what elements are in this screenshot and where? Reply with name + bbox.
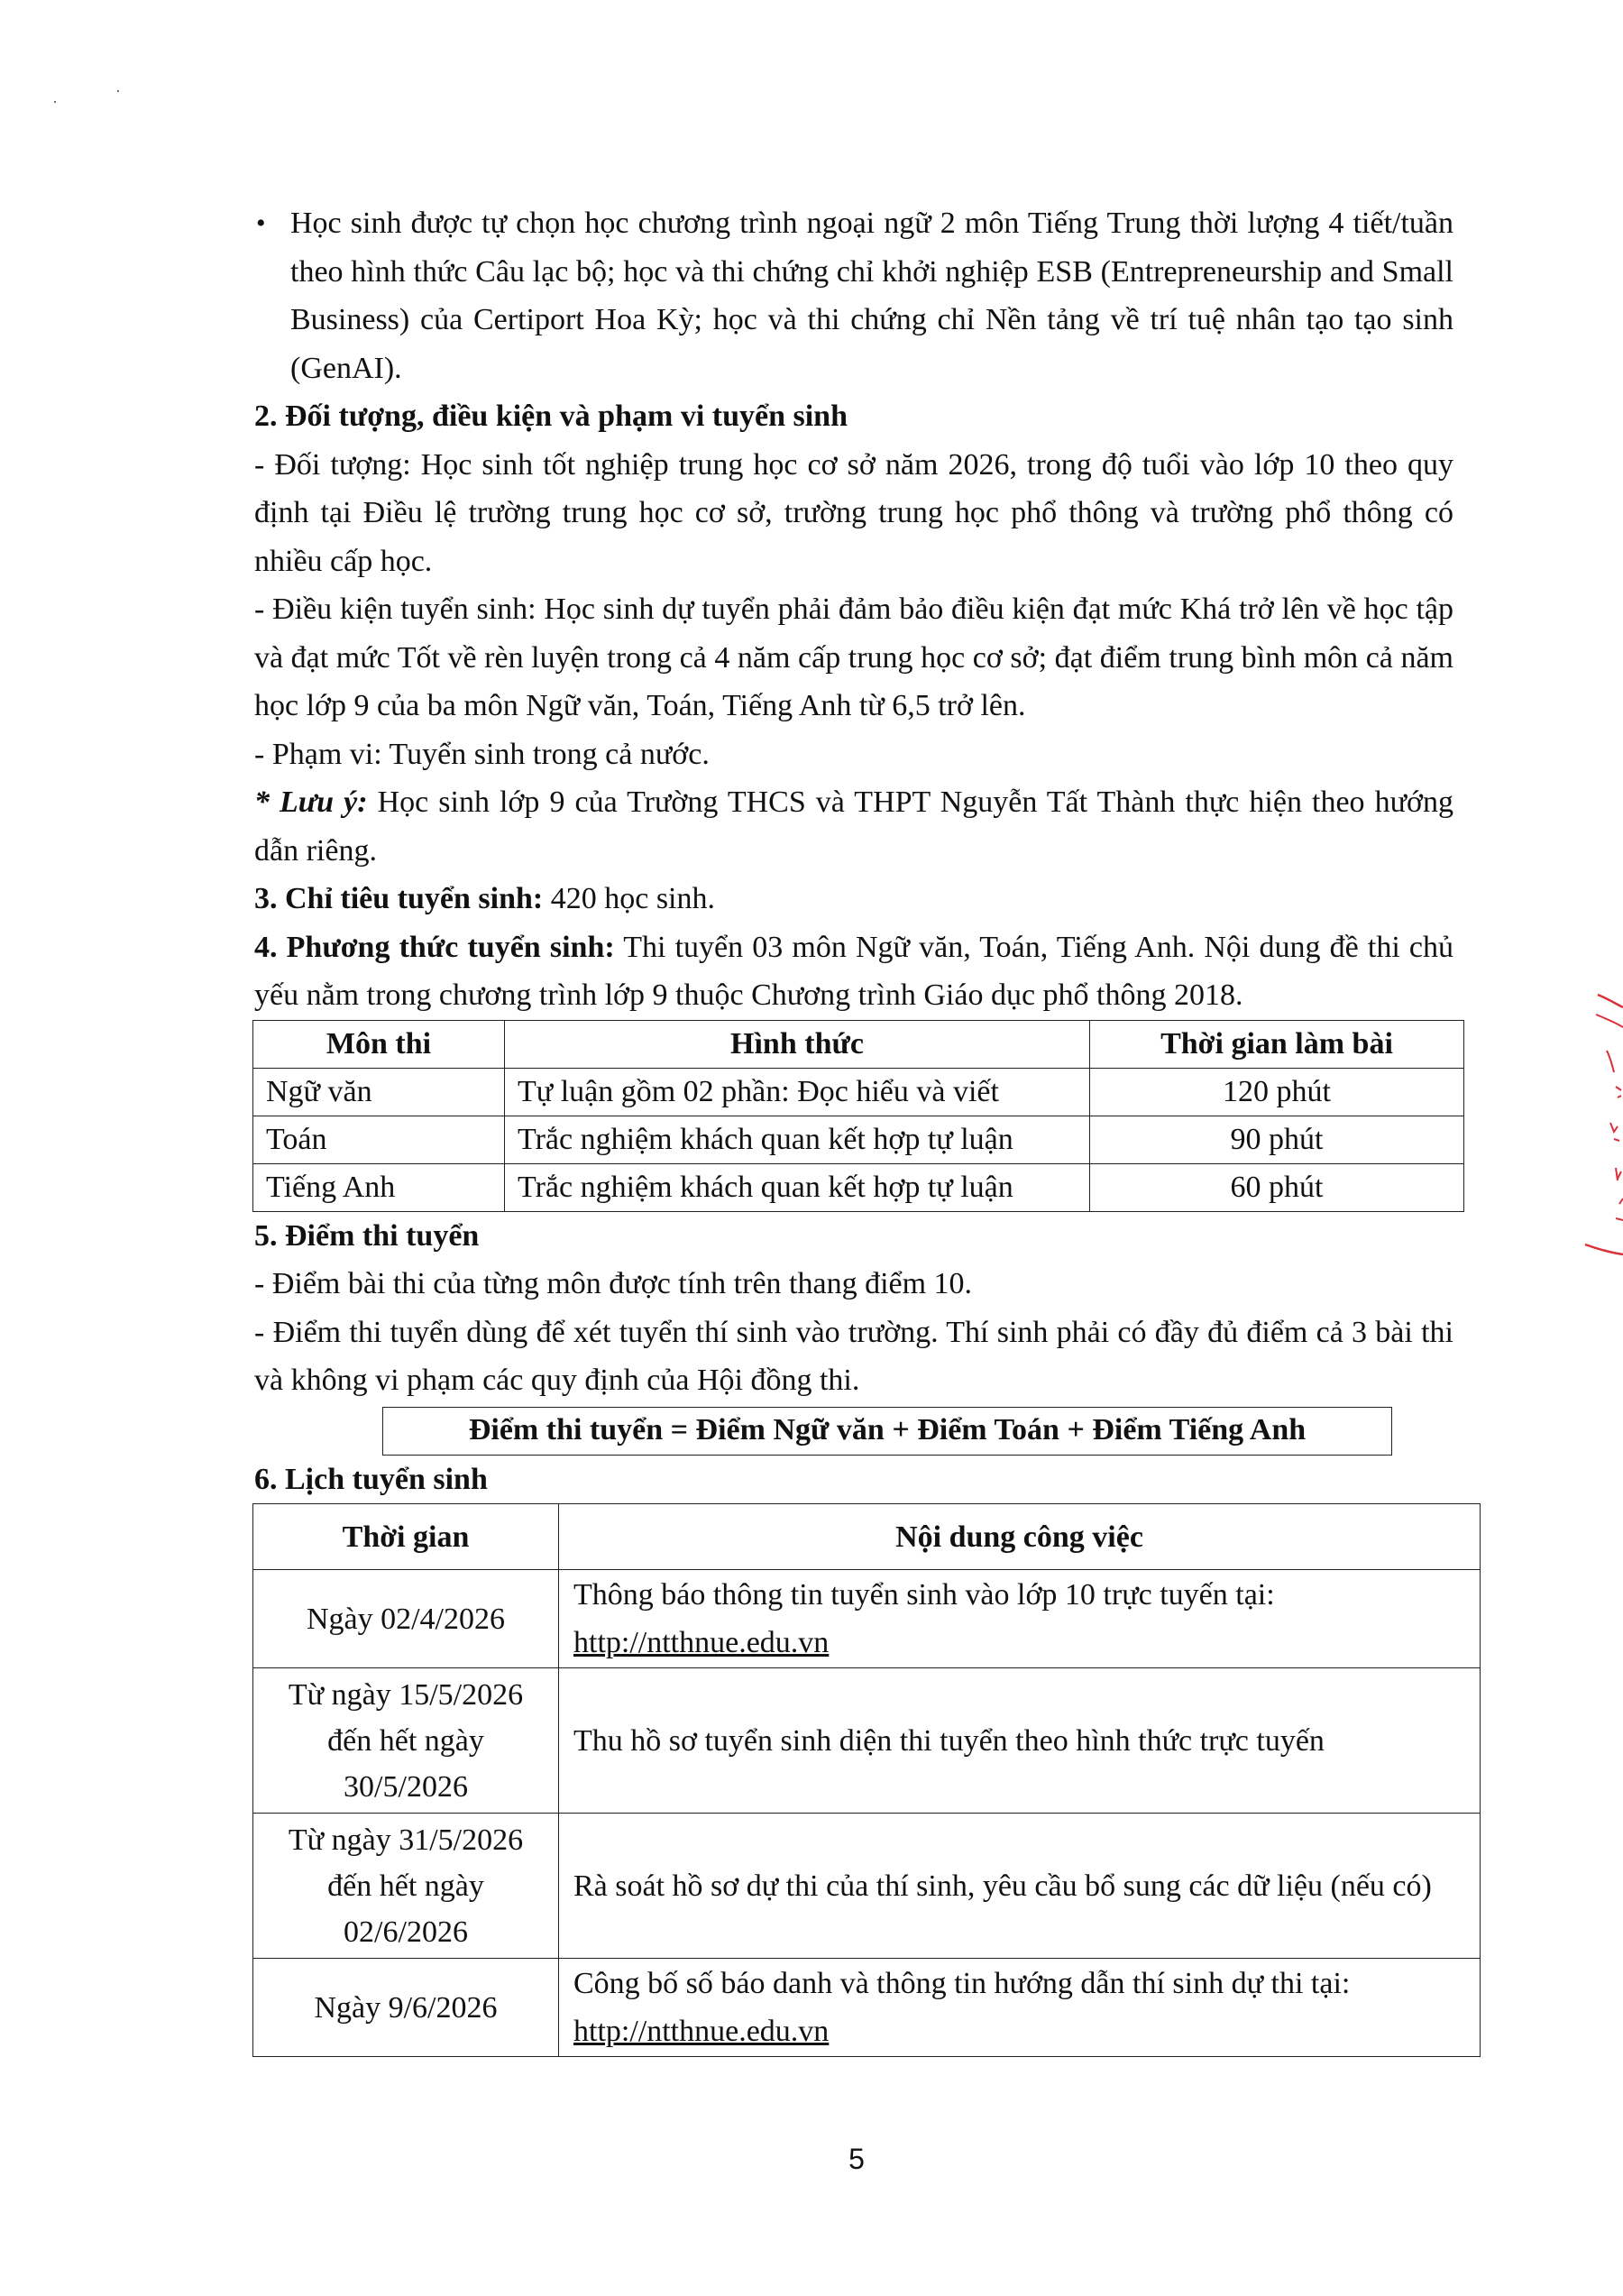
duration-cell: 90 phút	[1090, 1116, 1464, 1163]
schedule-task-cell: Thu hồ sơ tuyển sinh diện thi tuyển theo hình thức trực tuyến	[559, 1668, 1481, 1814]
bullet-icon: •	[256, 208, 266, 238]
website-link[interactable]: http://ntthnue.edu.vn	[573, 2015, 830, 2048]
duration-cell: 60 phút	[1090, 1163, 1464, 1211]
table-header-cell: Thời gian làm bài	[1090, 1020, 1464, 1068]
table-header-cell: Hình thức	[505, 1020, 1090, 1068]
table-header-cell: Môn thi	[253, 1020, 505, 1068]
format-cell: Tự luận gồm 02 phần: Đọc hiểu và viết	[505, 1068, 1090, 1116]
table-row	[253, 1814, 1481, 1959]
table-row	[253, 1668, 1481, 1814]
schedule-time-cell	[253, 1668, 559, 1814]
section-2-note	[254, 778, 1453, 875]
schedule-task-text: Công bố số báo danh và thông tin hướng dẫn thí sinh dự thi tại:	[573, 1967, 1351, 2000]
scan-speck: ·	[52, 92, 58, 110]
note-label: * Lưu ý:	[254, 785, 368, 819]
time-line: đến hết ngày	[327, 1869, 484, 1903]
table-row	[253, 1959, 1481, 2057]
table-row	[253, 1163, 1464, 1211]
scan-speck: ·	[115, 81, 121, 99]
exam-subjects-table	[252, 1020, 1464, 1212]
schedule-task-cell	[559, 1959, 1481, 2057]
subject-cell: Toán	[253, 1116, 505, 1163]
section-4-label: 4. Phương thức tuyển sinh:	[254, 930, 615, 964]
table-header-row	[253, 1504, 1481, 1570]
bullet-text: Học sinh được tự chọn học chương trình ngoại ngữ 2 môn Tiếng Trung thời lượng 4 tiết/tuần theo hình thức Câu lạc bộ; học và thi chứng chỉ khởi nghiệp ESB (Entrepreneurship and Small Business) của Certiport Hoa Kỳ; học và thi chứng chỉ Nền tảng về trí tuệ nhân tạo tạo sinh (GenAI).	[290, 207, 1453, 385]
table-header-cell: Thời gian	[253, 1504, 559, 1570]
time-line: 30/5/2026	[344, 1769, 468, 1804]
subject-cell: Tiếng Anh	[253, 1163, 505, 1211]
table-row	[253, 1068, 1464, 1116]
time-line: Từ ngày 31/5/2026	[288, 1823, 524, 1857]
page-content	[254, 199, 1453, 2057]
schedule-task-cell: Rà soát hồ sơ dự thi của thí sinh, yêu cầu bổ sung các dữ liệu (nếu có)	[559, 1814, 1481, 1959]
bullet-paragraph	[254, 199, 1453, 392]
table-header-cell: Nội dung công việc	[559, 1504, 1481, 1570]
section-2-dieu-kien: - Điều kiện tuyển sinh: Học sinh dự tuyển phải đảm bảo điều kiện đạt mức Khá trở lên về học tập và đạt mức Tốt về rèn luyện trong cả 4 năm cấp trung học cơ sở; đạt điểm trung bình môn cả năm học lớp 9 của ba môn Ngữ văn, Toán, Tiếng Anh từ 6,5 trở lên.	[254, 592, 1453, 722]
admission-schedule-table	[252, 1503, 1481, 2057]
table-header-row	[253, 1020, 1464, 1068]
subject-cell: Ngữ văn	[253, 1068, 505, 1116]
score-formula-box: Điểm thi tuyển = Điểm Ngữ văn + Điểm Toán + Điểm Tiếng Anh	[382, 1407, 1392, 1456]
time-line: 02/6/2026	[344, 1915, 468, 1949]
section-6-heading: 6. Lịch tuyển sinh	[254, 1462, 488, 1496]
section-2-heading: 2. Đối tượng, điều kiện và phạm vi tuyển sinh	[254, 400, 848, 433]
red-stamp-edge-icon	[1580, 987, 1623, 1267]
page-number: 5	[848, 2143, 865, 2175]
section-3	[254, 875, 1453, 923]
table-row	[253, 1116, 1464, 1163]
format-cell: Trắc nghiệm khách quan kết hợp tự luận	[505, 1163, 1090, 1211]
schedule-time-cell	[253, 1814, 559, 1959]
section-4-text: Thi tuyển 03 môn Ngữ văn, Toán, Tiếng Anh. Nội dung đề thi chủ yếu nằm trong chương trình lớp 9 thuộc Chương trình Giáo dục phổ thông 2018.	[254, 930, 1454, 1012]
time-line: Từ ngày 15/5/2026	[288, 1677, 524, 1712]
section-2-doi-tuong: - Đối tượng: Học sinh tốt nghiệp trung học cơ sở năm 2026, trong độ tuổi vào lớp 10 theo quy định tại Điều lệ trường trung học cơ sở, trường trung học phổ thông và trường phổ thông có nhiều cấp học.	[254, 447, 1453, 578]
website-link[interactable]: http://ntthnue.edu.vn	[573, 1626, 830, 1659]
section-4	[254, 923, 1453, 1020]
section-5-line-1: - Điểm bài thi của từng môn được tính trên thang điểm 10.	[254, 1267, 973, 1300]
section-5-heading: 5. Điểm thi tuyển	[254, 1218, 480, 1253]
format-cell: Trắc nghiệm khách quan kết hợp tự luận	[505, 1116, 1090, 1163]
note-text: Học sinh lớp 9 của Trường THCS và THPT Nguyễn Tất Thành thực hiện theo hướng dẫn riêng.	[254, 785, 1453, 868]
section-3-value: 420 học sinh.	[543, 882, 716, 915]
duration-cell: 120 phút	[1090, 1068, 1464, 1116]
section-2-pham-vi: - Phạm vi: Tuyển sinh trong cả nước.	[254, 737, 710, 771]
schedule-time-cell: Ngày 02/4/2026	[253, 1570, 559, 1668]
section-5-line-2: - Điểm thi tuyển dùng để xét tuyển thí sinh vào trường. Thí sinh phải có đầy đủ điểm cả 3 bài thi và không vi phạm các quy định của Hội đồng thi.	[254, 1315, 1453, 1397]
section-3-label: 3. Chỉ tiêu tuyển sinh:	[254, 882, 544, 915]
schedule-task-cell	[559, 1570, 1481, 1668]
time-line: đến hết ngày	[327, 1723, 484, 1758]
schedule-task-text: Thông báo thông tin tuyển sinh vào lớp 10 trực tuyến tại:	[573, 1578, 1275, 1612]
schedule-time-cell: Ngày 9/6/2026	[253, 1959, 559, 2057]
table-row	[253, 1570, 1481, 1668]
